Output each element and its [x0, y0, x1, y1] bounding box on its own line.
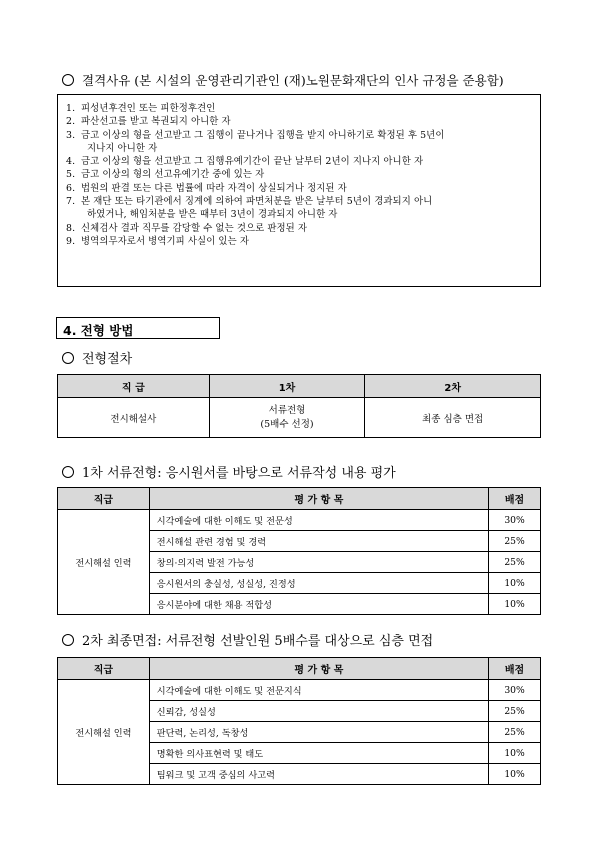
score-cell: 10%	[489, 594, 541, 615]
criteria-cell: 시각예술에 대한 이해도 및 전문성	[149, 510, 488, 531]
criteria-cell: 응시원서의 충실성, 성실성, 진정성	[149, 573, 488, 594]
position-cell: 전시해설 인력	[58, 510, 150, 615]
disqualification-item-text	[81, 129, 532, 156]
procedure-stage2: 최종 심층 면접	[365, 398, 541, 438]
procedure-header-position: 직 급	[58, 375, 210, 398]
stage2-header-position: 직급	[58, 658, 150, 680]
disqualification-item-line: 금고 이상의 형을 선고받고 그 집행유예기간이 끝난 날부터 2년이 지나지 아니한 자	[81, 156, 424, 168]
procedure-stage1	[209, 398, 365, 438]
disqualification-item-line: 법원의 판결 또는 다른 법률에 따라 자격이 상실되거나 정지된 자	[81, 182, 347, 194]
disqualification-item-number: 1.	[66, 103, 76, 114]
criteria-cell: 시각예술에 대한 이해도 및 전문지식	[149, 680, 488, 701]
circle-bullet-icon	[62, 74, 74, 86]
table-row	[58, 680, 541, 701]
disqualification-item	[66, 222, 532, 235]
procedure-table	[57, 374, 541, 438]
disqualification-item-continuation: 하였거나, 해임처분을 받은 때부터 3년이 경과되지 아니한 자	[87, 209, 338, 221]
disqualification-item-line: 본 재단 또는 타기관에서 징계에 의하여 파면처분을 받은 날부터 5년이 경과되지 아니	[81, 196, 433, 208]
score-cell: 25%	[489, 531, 541, 552]
disqualification-item-continuation: 지나지 아니한 자	[87, 142, 158, 154]
disqualification-item-line: 신체검사 결과 직무를 감당할 수 없는 것으로 판정된 자	[81, 222, 308, 234]
criteria-cell: 명확한 의사표현력 및 태도	[149, 743, 488, 764]
score-cell: 10%	[489, 743, 541, 764]
disqualification-item	[66, 102, 532, 115]
table-row	[58, 510, 541, 531]
disqualification-item-text	[81, 102, 532, 115]
procedure-position: 전시해설사	[58, 398, 210, 438]
disqualification-heading	[62, 71, 504, 89]
criteria-cell: 신뢰감, 성실성	[149, 701, 488, 722]
score-cell: 30%	[489, 510, 541, 531]
disqualification-item	[66, 155, 532, 168]
score-cell: 30%	[489, 680, 541, 701]
criteria-cell: 팀워크 및 고객 중심의 사고력	[149, 764, 488, 785]
disqualification-item-number: 4.	[66, 156, 76, 168]
stage2-heading-text: 2차 최종면접: 서류전형 선발인원 5배수를 대상으로 심층 면접	[82, 634, 434, 649]
criteria-cell: 창의·의지력 발전 가능성	[149, 552, 488, 573]
disqualification-item-number: 5.	[66, 169, 76, 181]
score-cell: 10%	[489, 764, 541, 785]
stage2-table	[57, 657, 541, 785]
disqualification-item-text	[81, 235, 532, 248]
criteria-cell: 전시해설 관련 경험 및 경력	[149, 531, 488, 552]
disqualification-item-number: 8.	[66, 222, 76, 234]
score-cell: 25%	[489, 552, 541, 573]
procedure-header-stage1: 1차	[209, 375, 365, 398]
disqualification-item-line: 금고 이상의 형을 선고받고 그 집행이 끝나거나 집행을 받지 아니하기로 확정된 후 5년이	[81, 129, 445, 141]
procedure-stage1-line2: (5배수 선정)	[260, 418, 314, 430]
disqualification-item	[66, 129, 532, 156]
disqualification-box	[57, 94, 541, 287]
section-title: 4. 전형 방법	[56, 317, 220, 339]
procedure-stage1-line1: 서류전형	[268, 404, 306, 416]
stage2-heading	[62, 630, 433, 649]
disqualification-item-line: 파산선고를 받고 복권되지 아니한 자	[81, 116, 231, 128]
disqualification-item	[66, 182, 532, 195]
position-cell: 전시해설 인력	[58, 680, 150, 785]
stage1-heading-text: 1차 서류전형: 응시원서를 바탕으로 서류작성 내용 평가	[82, 466, 396, 481]
disqualification-item-text	[81, 168, 532, 181]
disqualification-list	[66, 102, 532, 248]
disqualification-item-number: 6.	[66, 182, 76, 194]
disqualification-item-number: 9.	[66, 235, 76, 247]
disqualification-item-number: 3.	[66, 129, 76, 141]
disqualification-item-text	[81, 222, 532, 235]
procedure-header-stage2: 2차	[365, 375, 541, 398]
disqualification-item	[66, 115, 532, 128]
disqualification-item-number: 2.	[66, 116, 76, 128]
disqualification-item	[66, 195, 532, 222]
stage2-header-score: 배점	[489, 658, 541, 680]
disqualification-item-text	[81, 155, 532, 168]
score-cell: 10%	[489, 573, 541, 594]
stage1-header-position: 직급	[58, 488, 150, 510]
criteria-cell: 판단력, 논리성, 독창성	[149, 722, 488, 743]
procedure-heading-text: 전형절차	[82, 352, 133, 367]
procedure-heading	[62, 348, 132, 367]
stage1-header-criteria: 평 가 항 목	[149, 488, 488, 510]
disqualification-item	[66, 235, 532, 248]
stage1-heading	[62, 462, 396, 481]
disqualification-item-number: 7.	[66, 196, 76, 208]
disqualification-item	[66, 168, 532, 181]
stage2-header-criteria: 평 가 항 목	[149, 658, 488, 680]
stage1-header-score: 배점	[489, 488, 541, 510]
score-cell: 25%	[489, 722, 541, 743]
circle-bullet-icon	[62, 352, 74, 364]
stage1-table	[57, 487, 541, 615]
disqualification-item-text	[81, 115, 532, 128]
circle-bullet-icon	[62, 466, 74, 478]
circle-bullet-icon	[62, 634, 74, 646]
disqualification-heading-text: 결격사유 (본 시설의 운영관리기관인 (재)노원문화재단의 인사 규정을 준용함)	[82, 73, 504, 88]
disqualification-item-line: 병역의무자로서 병역기피 사실이 있는 자	[81, 235, 249, 247]
disqualification-item-text	[81, 182, 532, 195]
score-cell: 25%	[489, 701, 541, 722]
disqualification-item-line: 피성년후견인 또는 피한정후견인	[81, 103, 216, 114]
criteria-cell: 응시분야에 대한 채용 적합성	[149, 594, 488, 615]
disqualification-item-line: 금고 이상의 형의 선고유예기간 중에 있는 자	[81, 169, 265, 181]
disqualification-item-text	[81, 195, 532, 222]
